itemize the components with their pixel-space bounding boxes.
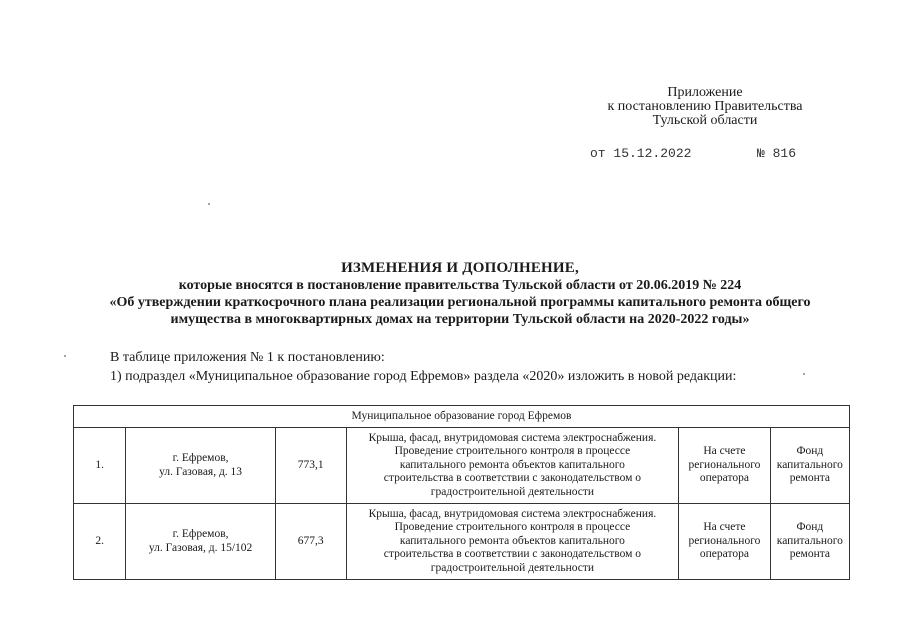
- row-works: [346, 504, 678, 580]
- title-main: ИЗМЕНЕНИЯ И ДОПОЛНЕНИЕ,: [341, 260, 579, 276]
- works-line: строительства в соответствии с законодательством о: [383, 548, 642, 561]
- fund-line: Фонд: [796, 521, 824, 534]
- appendix-heading: [560, 86, 860, 128]
- row-address: [126, 504, 275, 580]
- document-number-stamp: № 816: [757, 146, 797, 161]
- works-line: градостроительной деятельности: [430, 485, 595, 498]
- address-street: ул. Газовая, д. 15/102: [148, 541, 253, 554]
- scan-speck: [64, 355, 66, 357]
- works-line: строительства в соответствии с законодательством о: [383, 472, 642, 485]
- title-line-3: «Об утверждении краткосрочного плана реализации региональной программы капитального ремонта общего: [109, 295, 811, 310]
- works-line: Крыша, фасад, внутридомовая система электроснабжения.: [368, 431, 657, 444]
- body-paragraph-2: 1) подраздел «Муниципальное образование город Ефремов» раздела «2020» изложить в новой редакции:: [110, 369, 737, 384]
- works-line: Проведение строительного контроля в процессе: [394, 445, 631, 458]
- address-city: г. Ефремов,: [172, 528, 229, 540]
- title-line-2: которые вносятся в постановление правительства Тульской области от 20.06.2019 № 224: [178, 278, 742, 293]
- scan-speck: [208, 203, 210, 205]
- works-line: Крыша, фасад, внутридомовая система электроснабжения.: [368, 507, 657, 520]
- document-title: [60, 260, 860, 328]
- works-line: градостроительной деятельности: [430, 561, 595, 574]
- fund-line: ремонта: [789, 472, 831, 485]
- account-line: На счете: [703, 445, 746, 458]
- row-area: 773,1: [275, 428, 346, 504]
- document-date-stamp: от 15.12.2022: [590, 146, 692, 161]
- works-line: Проведение строительного контроля в процессе: [394, 521, 631, 534]
- account-line: регионального: [688, 534, 761, 547]
- table-section-header: Муниципальное образование город Ефремов: [74, 406, 850, 428]
- repair-plan-table: [73, 405, 850, 580]
- table-row: [74, 504, 850, 580]
- row-works: [346, 428, 678, 504]
- row-number: 2.: [74, 504, 126, 580]
- account-line: оператора: [699, 548, 749, 561]
- address-city: г. Ефремов,: [172, 452, 229, 464]
- table-header-row: [74, 406, 850, 428]
- row-number: 1.: [74, 428, 126, 504]
- title-line-4: имущества в многоквартирных домах на территории Тульской области на 2020-2022 годы»: [170, 312, 750, 327]
- appendix-line-3: Тульской области: [652, 113, 758, 128]
- row-fund: [770, 428, 849, 504]
- body-paragraph-1: В таблице приложения № 1 к постановлению:: [110, 350, 385, 365]
- fund-line: Фонд: [796, 445, 824, 458]
- account-line: оператора: [699, 472, 749, 485]
- table-row: [74, 428, 850, 504]
- works-line: капитального ремонта объектов капитального: [399, 534, 625, 547]
- row-address: [126, 428, 275, 504]
- row-fund: [770, 504, 849, 580]
- account-line: регионального: [688, 458, 761, 471]
- account-line: На счете: [703, 521, 746, 534]
- appendix-line-2: к постановлению Правительства: [607, 99, 803, 114]
- address-street: ул. Газовая, д. 13: [159, 465, 243, 478]
- row-area: 677,3: [275, 504, 346, 580]
- row-account: [679, 428, 771, 504]
- works-line: капитального ремонта объектов капитального: [399, 458, 625, 471]
- scan-speck: [803, 373, 805, 375]
- appendix-line-1: Приложение: [667, 85, 743, 100]
- fund-line: капитального: [776, 458, 843, 471]
- fund-line: ремонта: [789, 548, 831, 561]
- row-account: [679, 504, 771, 580]
- fund-line: капитального: [776, 534, 843, 547]
